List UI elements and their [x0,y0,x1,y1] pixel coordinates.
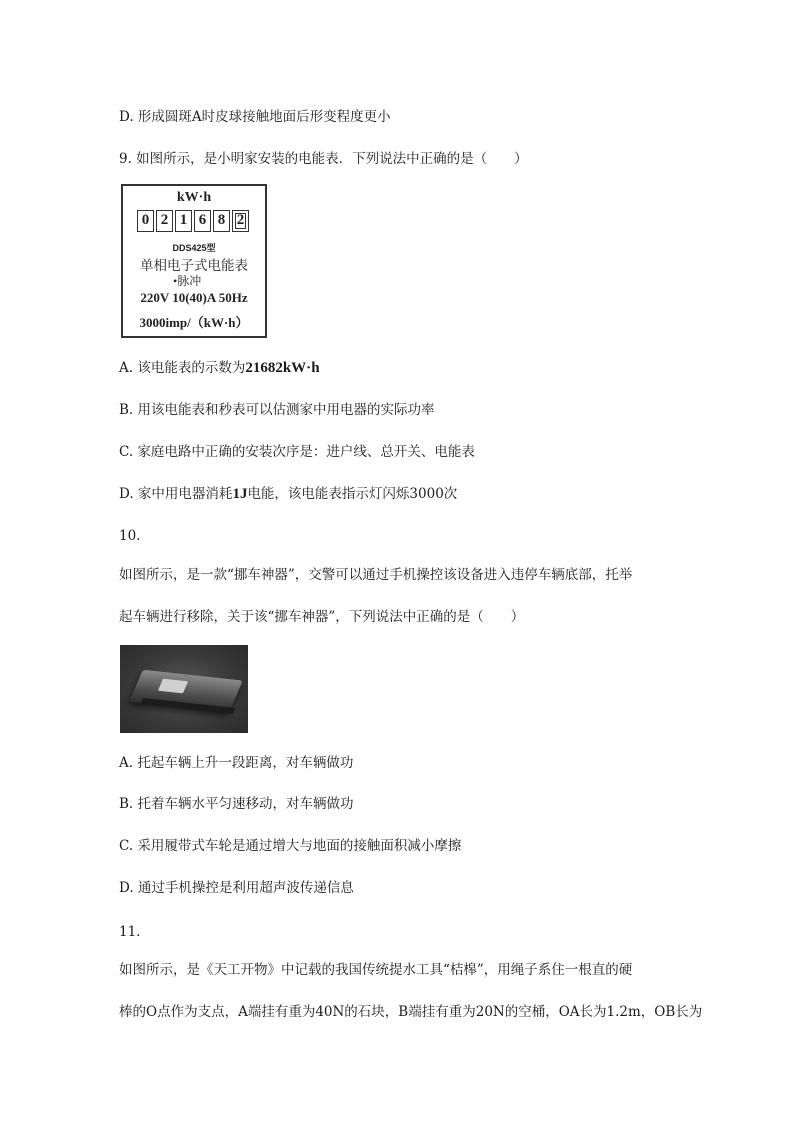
q9-option-a-math: 21682kW·h [245,360,320,376]
q10-option-a: A. 托起车辆上升一段距离，对车辆做功 [119,755,354,771]
q10-option-c: C. 采用履带式车轮是通过增大与地面的接触面积减小摩擦 [119,838,462,854]
q8-option-d: D. 形成圆斑A时皮球接触地面后形变程度更小 [119,109,391,125]
meter-name: 单相电子式电能表 [140,258,248,273]
meter-digit: 8 [213,210,230,232]
meter-digit: 0 [137,210,154,232]
car-mover-photo [120,645,248,733]
q10-stem-line1: 如图所示，是一款“挪车神器”，交警可以通过手机操控该设备进入违停车辆底部，托举 [119,567,633,583]
q11-stem-line2: 棒的O点作为支点，A端挂有重为40N的石块，B端挂有重为20N的空桶，OA长为1.2m，OB长为 [119,1004,703,1020]
q9-option-a-text: A. 该电能表的示数为 [119,360,246,376]
q10-option-d: D. 通过手机操控是利用超声波传递信息 [119,880,354,896]
q9-option-d-suffix: 电能，该电能表指示灯闪烁3000次 [247,486,458,502]
q11-number: 11. [119,924,141,940]
meter-digit: 2 [156,210,173,232]
q9-option-b: B. 用该电能表和秒表可以估测家中用电器的实际功率 [119,402,435,418]
meter-digits [137,210,251,232]
q9-option-d-math: 1J [232,486,248,502]
q9-option-d-text: D. 家中用电器消耗 [119,486,233,502]
meter-pulse: •脉冲 [173,274,202,288]
q10-stem-line2: 起车辆进行移除，关于该“挪车神器”，下列说法中正确的是（ ） [119,609,525,625]
meter-unit: kW·h [176,190,212,205]
q9-stem: 9. 如图所示，是小明家安装的电能表．下列说法中正确的是（ ） [119,151,528,167]
meter-rating: 220V 10(40)A 50Hz [140,290,248,305]
car-mover-plate [158,679,188,694]
meter-digit-decimal: 2 [232,210,249,232]
q9-option-d [119,485,457,503]
meter-digit: 1 [175,210,192,232]
q9-option-a [119,359,320,377]
meter-digit: 6 [194,210,211,232]
q11-stem-line1: 如图所示，是《天工开物》中记载的我国传统提水工具“桔槔”，用绳子系住一根直的硬 [119,962,633,978]
q10-number: 10. [119,528,141,544]
electric-meter-figure [121,184,267,338]
q9-option-c: C. 家庭电路中正确的安装次序是：进户线、总开关、电能表 [119,444,475,460]
meter-imp: 3000imp/（kW·h） [139,315,249,330]
meter-model: DDS425型 [172,243,216,253]
q10-option-b: B. 托着车辆水平匀速移动，对车辆做功 [119,796,354,812]
